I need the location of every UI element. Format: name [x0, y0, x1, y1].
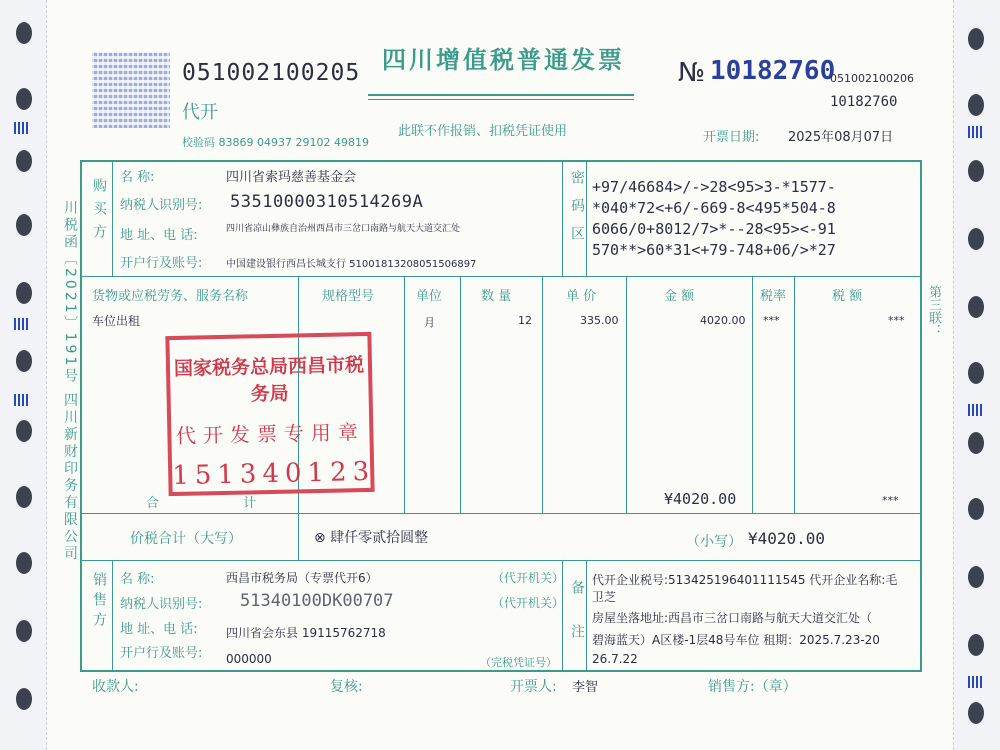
- item-price: 335.00: [580, 314, 619, 327]
- seller-name-tag: （代开机关）: [492, 571, 565, 585]
- seller-bank: 000000: [226, 652, 272, 666]
- stamp-purpose: 代开发票专用章: [175, 420, 366, 448]
- buyer-tax-id-label: 纳税人识别号:: [120, 198, 203, 213]
- title-underline: [368, 99, 634, 100]
- feed-hole: [16, 150, 32, 172]
- col-divider: [404, 276, 405, 513]
- buyer-bank: 中国建设银行西昌长城支行 51001813208051506897: [226, 259, 477, 270]
- row-divider: [80, 276, 922, 277]
- remark-line: 房屋坐落地址:西昌市三岔口南路与航天大道交汇处（: [592, 611, 873, 625]
- feed-hole: [16, 688, 32, 710]
- col-divider: [562, 160, 563, 276]
- feed-hole: [16, 620, 32, 642]
- reviewer-label: 复核:: [330, 679, 363, 695]
- buyer-address: 四川省凉山彝族自治州西昌市三岔口南路与航天大道交汇处: [226, 224, 461, 234]
- sum-label: 价税合计（大写）: [130, 531, 242, 547]
- seller-tax-id: 51340100DK00707: [240, 591, 394, 611]
- qr-code: [92, 52, 170, 128]
- seller-tax-id-label: 纳税人识别号:: [120, 597, 203, 612]
- perforation-mark: [968, 404, 982, 416]
- col-header-spec: 规格型号: [322, 289, 375, 304]
- feed-hole: [968, 228, 984, 250]
- col-divider: [112, 560, 113, 672]
- issuer-name: 李智: [572, 680, 599, 695]
- seller-name-label: 名 称:: [120, 572, 155, 587]
- perforation-mark: [968, 126, 982, 138]
- remark-line: 卫芝: [592, 590, 617, 604]
- cipher-line: +97/46684>/->28<95>3-*1577-: [592, 178, 836, 196]
- official-seal-stamp: [165, 332, 374, 496]
- agent-issued-label: 代开: [182, 102, 218, 123]
- item-unit: 月: [424, 316, 435, 329]
- usage-note: 此联不作报销、扣税凭证使用: [398, 124, 568, 139]
- seller-address: 四川省会东县 19115762718: [226, 626, 386, 640]
- feed-hole: [16, 88, 32, 110]
- invoice-number: 10182760: [710, 56, 836, 86]
- feed-hole: [968, 566, 984, 588]
- left-vertical-print-note: 川税函〔2021〕191号 四川新财印务有限公司: [62, 200, 78, 563]
- cipher-line: 6066/0+8012/7>*--28<95><-91: [592, 220, 836, 238]
- perforation-mark: [14, 122, 28, 134]
- feed-hole: [16, 22, 32, 44]
- item-amount: 4020.00: [700, 314, 746, 327]
- item-qty: 12: [518, 314, 532, 327]
- invoice-title: 四川增值税普通发票: [382, 46, 625, 74]
- payee-label: 收款人:: [92, 679, 139, 695]
- buyer-section-label: 购买方: [91, 178, 107, 247]
- row-divider: [80, 513, 922, 514]
- item-tax: ***: [888, 314, 905, 327]
- seller-seal-label: 销售方:（章）: [708, 679, 797, 695]
- feed-hole: [16, 420, 32, 442]
- col-header-goods: 货物或应税劳务、服务名称: [92, 289, 249, 304]
- buyer-name-label: 名 称:: [120, 170, 155, 185]
- cipher-section-label: 密码区: [569, 170, 585, 254]
- perforation-mark: [14, 318, 28, 330]
- feed-hole: [968, 362, 984, 384]
- copy-label: 第三联：: [926, 285, 941, 337]
- feed-hole: [16, 552, 32, 574]
- sum-in-words: ⊗ 肆仟零贰拾圆整: [314, 530, 429, 546]
- col-header-price: 单 价: [566, 289, 597, 304]
- seller-address-label: 地 址、电 话:: [120, 622, 198, 637]
- item-rate: ***: [763, 314, 780, 327]
- seller-name: 西昌市税务局（专票代开6）: [226, 571, 378, 585]
- buyer-bank-label: 开户行及账号:: [120, 256, 203, 271]
- cipher-line: *040*72<+6/-669-8<495*504-8: [592, 199, 836, 217]
- remark-line: 碧海蓝天）A区楼-1层48号车位 租期：2025.7.23-20: [592, 633, 880, 647]
- seller-tax-id-tag: （代开机关）: [492, 596, 565, 610]
- invoice-number-small: 10182760: [830, 94, 898, 110]
- feed-hole: [968, 498, 984, 520]
- feed-hole: [16, 486, 32, 508]
- col-header-amount: 金 额: [664, 289, 695, 304]
- feed-hole: [968, 634, 984, 656]
- col-divider: [752, 276, 753, 513]
- col-header-rate: 税率: [760, 289, 787, 304]
- stamp-authority: 国家税务总局西昌市税务局: [173, 354, 365, 406]
- total-label: 合 计: [146, 496, 297, 511]
- number-symbol: №: [678, 58, 706, 88]
- col-divider: [626, 276, 627, 513]
- col-header-tax: 税 额: [832, 289, 863, 304]
- seller-bank-label: 开户行及账号:: [120, 646, 203, 661]
- title-underline: [368, 94, 634, 96]
- feed-hole: [968, 94, 984, 116]
- issue-date-label: 开票日期:: [703, 130, 760, 145]
- issuer-label: 开票人:: [510, 679, 557, 695]
- feed-hole: [968, 296, 984, 318]
- seller-section-label: 销售方: [91, 572, 107, 632]
- sum-in-figures: ¥4020.00: [748, 529, 826, 548]
- item-name: 车位出租: [92, 314, 141, 328]
- remarks-section-label: 备注: [569, 580, 585, 668]
- remark-line: 26.7.22: [592, 652, 638, 666]
- buyer-address-label: 地 址、电 话:: [120, 228, 198, 243]
- total-amount: ¥4020.00: [664, 490, 737, 508]
- cipher-line: 570**>60*31<+79-748+06/>*27: [592, 241, 836, 259]
- col-divider: [794, 276, 795, 513]
- issue-date: 2025年08月07日: [788, 130, 894, 145]
- invoice-code: 051002100205: [182, 60, 361, 86]
- col-divider: [542, 276, 543, 513]
- feed-hole: [968, 28, 984, 50]
- seller-bank-tag: （完税凭证号）: [480, 656, 557, 669]
- check-code: 校验码 83869 04937 29102 49819: [182, 136, 369, 149]
- feed-hole: [16, 282, 32, 304]
- row-divider: [80, 560, 922, 561]
- col-header-unit: 单位: [416, 289, 443, 304]
- perforation-mark: [14, 394, 28, 406]
- sum-small-label: （小写）: [686, 534, 742, 550]
- col-divider: [298, 513, 299, 560]
- col-header-qty: 数 量: [481, 289, 512, 304]
- total-tax: ***: [882, 494, 899, 507]
- invoice-code-small: 051002100206: [830, 72, 914, 85]
- feed-hole: [968, 432, 984, 454]
- remark-line: 代开企业税号:513425196401111545 代开企业名称:毛: [592, 573, 898, 587]
- perforation-mark: [968, 676, 982, 688]
- right-tractor-strip: [953, 0, 1000, 750]
- stamp-number: 151340123: [171, 456, 376, 492]
- buyer-tax-id: 53510000310514269A: [230, 192, 424, 212]
- feed-hole: [16, 350, 32, 372]
- col-divider: [460, 276, 461, 513]
- feed-hole: [16, 214, 32, 236]
- feed-hole: [968, 702, 984, 724]
- feed-hole: [968, 160, 984, 182]
- col-divider: [112, 160, 113, 276]
- left-tractor-strip: [0, 0, 47, 750]
- buyer-name: 四川省索玛慈善基金会: [226, 170, 357, 185]
